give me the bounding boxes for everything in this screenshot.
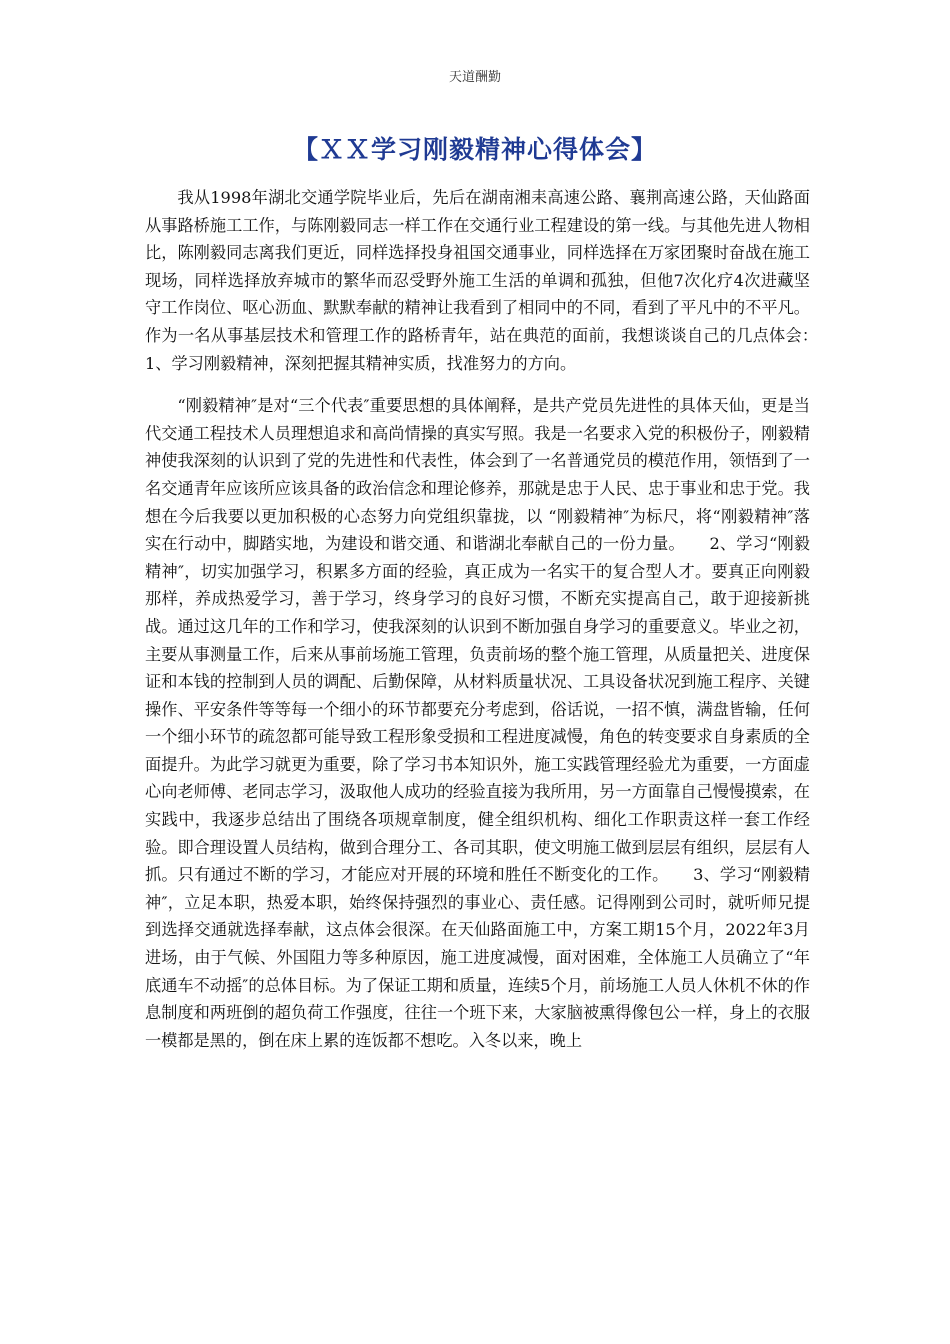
paragraph: 我从1998年湖北交通学院毕业后，先后在湖南湘耒高速公路、襄荆高速公路，天仙路面从事路桥施工工作，与陈刚毅同志一样工作在交通行业工程建设的第一线。与其他先进人物相比，陈刚毅同志离我们更近，同样选择投身祖国交通事业，同样选择在万家团聚时奋战在施工现场，同样选择放弃城市的繁华而忍受野外施工生活的单调和孤独，但他7次化疗4次进藏坚守工作岗位、呕心沥血、默默奉献的精神让我看到了相同中的不同，看到了平凡中的不平凡。作为一名从事基层技术和管理工作的路桥青年，站在典范的面前，我想谈谈自己的几点体会： 1、学习刚毅精神，深刻把握其精神实质，找准努力的方向。 [145, 188, 843, 373]
page-header: 天道酬勤 [448, 70, 501, 85]
document-body [145, 184, 843, 1054]
document-title: 【ＸＸ学习刚毅精神心得体会】 [292, 135, 657, 164]
paragraph: “刚毅精神″是对“三个代表″重要思想的具体阐释，是共产党员先进性的具体天仙，更是当代交通工程技术人员理想追求和高尚情操的真实写照。我是一名要求入党的积极份子，刚毅精神使我深刻的认识到了党的先进性和代表性，体会到了一名普通党员的模范作用，领悟到了一名交通青年应该所应该具备的政治信念和理论修养，那就是忠于人民、忠于事业和忠于党。我想在今后我要以更加积极的心态努力向党组织靠拢，以 “刚毅精神″为标尺，将“刚毅精神″落实在行动中，脚踏实地，为建设和谐交通、和谐湖北奉献自己的一份力量。 2、学习“刚毅精神″，切实加强学习，积累多方面的经验，真正成为一名实干的复合型人才。要真正向刚毅那样，养成热爱学习，善于学习，终身学习的良好习惯，不断充实提高自己，敢于迎接新挑战。通过这几年的工作和学习，使我深刻的认识到不断加强自身学习的重要意义。毕业之初，主要从事测量工作，后来从事前场施工管理，负责前场的整个施工管理，从质量把关、进度保证和本钱的控制到人员的调配、后勤保障，从材料质量状况、工具设备状况到施工程序、关键操作、平安条件等等每一个细小的环节都要充分考虑到，俗话说，一招不慎，满盘皆输，任何一个细小环节的疏忽都可能导致工程形象受损和工程进度减慢，角色的转变要求自身素质的全面提升。为此学习就更为重要，除了学习书本知识外，施工实践管理经验尤为重要，一方面虚心向老师傅、老同志学习，汲取他人成功的经验直接为我所用，另一方面靠自己慢慢摸索，在实践中，我逐步总结出了围绕各项规章制度，健全组织机构、细化工作职责这样一套工作经验。即合理设置人员结构，做到合理分工、各司其职，使文明施工做到层层有组织，层层有人抓。只有通过不断的学习，才能应对开展的环境和胜任不断变化的工作。 3、学习“刚毅精神″，立足本职，热爱本职，始终保持强烈的事业心、责任感。记得刚到公司时，就听师兄提到选择交通就选择奉献，这点体会很深。在天仙路面施工中，方案工期15个月，2022年3月进场，由于气候、外国阻力等多种原因，施工进度减慢，面对困难，全体施工人员确立了“年底通车不动摇″的总体目标。为了保证工期和质量，连续5个月，前场施工人员人休机不休的作息制度和两班倒的超负荷工作强度，往往一个班下来，大家脑被熏得像包公一样，身上的衣服一模都是黑的，倒在床上累的连饭都不想吃。入冬以来，晚上 [145, 396, 810, 1050]
